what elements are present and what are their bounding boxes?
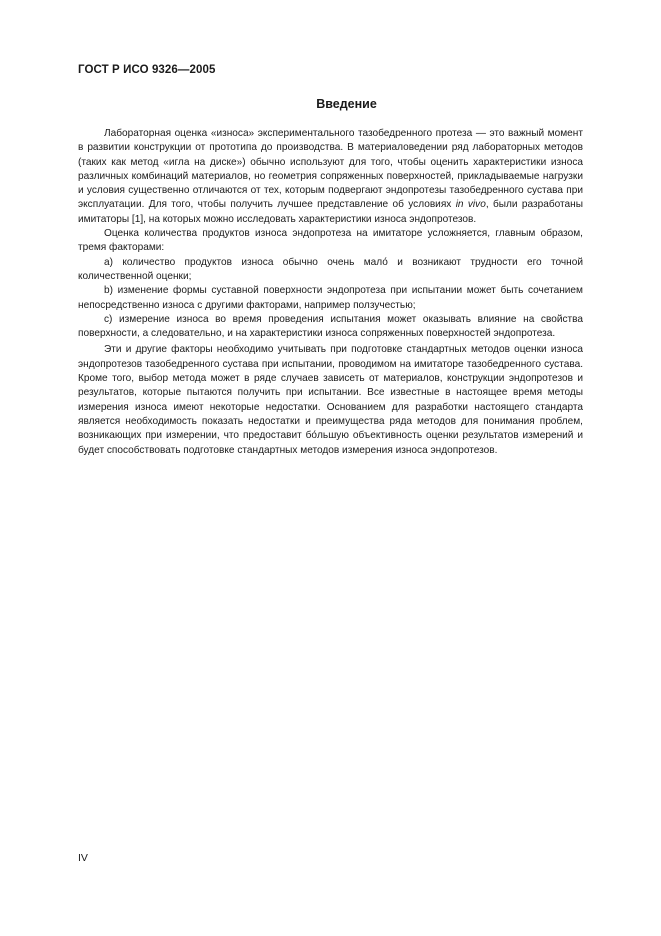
list-item-b: b) изменение формы суставной поверхности эндопротеза при испытании может быть сочетанием непосредственно износа с другими факторами, например ползучестью; <box>78 285 583 311</box>
list-item-c: с) измерение износа во время проведения испытания может оказывать влияние на свойства поверхности, а следовательно, и на характеристики износа сопряженных поверхностей эндопротеза. <box>78 313 583 340</box>
paragraph-conclusion: Эти и другие факторы необходимо учитывать при подготовке стандартных методов оценки износа эндопротезов тазобедренного сустава при испытании, проводимом на имитаторе тазобедренного сустава. Кроме того, выбор метода может в ряде случаев зависеть от материалов, конструкции эндопротезов и результатов, которые пытаются получить при испытании. Все известные в настоящее время методы измерения износа имеют некоторые недостатки. Основанием для разработки настоящего стандарта является необходимость показать недостатки и преимущества ряда методов для понимания проблем, возникающих при измерении, что предоставит бо́льшую объективность оценки результатов измерений и будет способствовать подготовке стандартных методов измерения износа эндопротезов. <box>78 344 583 456</box>
section-title <box>0 97 661 111</box>
paragraph-intro <box>78 127 583 227</box>
paragraph-intro-start: Лабораторная оценка «износа» экспериментального тазобедренного протеза — это важный момент в развитии конструкции от прототипа до производства. В материаловедении ряд лабораторных методов (таких как метод «игла на диске») обычно используют для того, чтобы оценить характеристики износа различных комбинаций материалов, но геометрия сопряженных поверхностей, прикладываемые нагрузки и условия существенно отличаются от тех, которым подвергают эндопротезы тазобедренного сустава при эксплуатации. Для того, чтобы получить лучшее представление об условиях <box>78 128 583 211</box>
in-vivo-term: in vivo <box>455 199 486 211</box>
paragraph-intro-end: , были разработаны имитаторы [1], на которых можно исследовать характеристики износа эндопротезов. <box>78 199 583 225</box>
body-text <box>78 127 583 458</box>
section-title-text: Введение <box>316 97 377 111</box>
paragraph-factors: Оценка количества продуктов износа эндопротеза на имитаторе усложняется, главным образом, тремя факторами: <box>78 228 583 254</box>
document-header: ГОСТ Р ИСО 9326—2005 <box>78 64 216 76</box>
list-item-a: а) количество продуктов износа обычно очень мало́ и возникают трудности его точной количественной оценки; <box>78 256 583 282</box>
page-number: IV <box>78 852 88 864</box>
